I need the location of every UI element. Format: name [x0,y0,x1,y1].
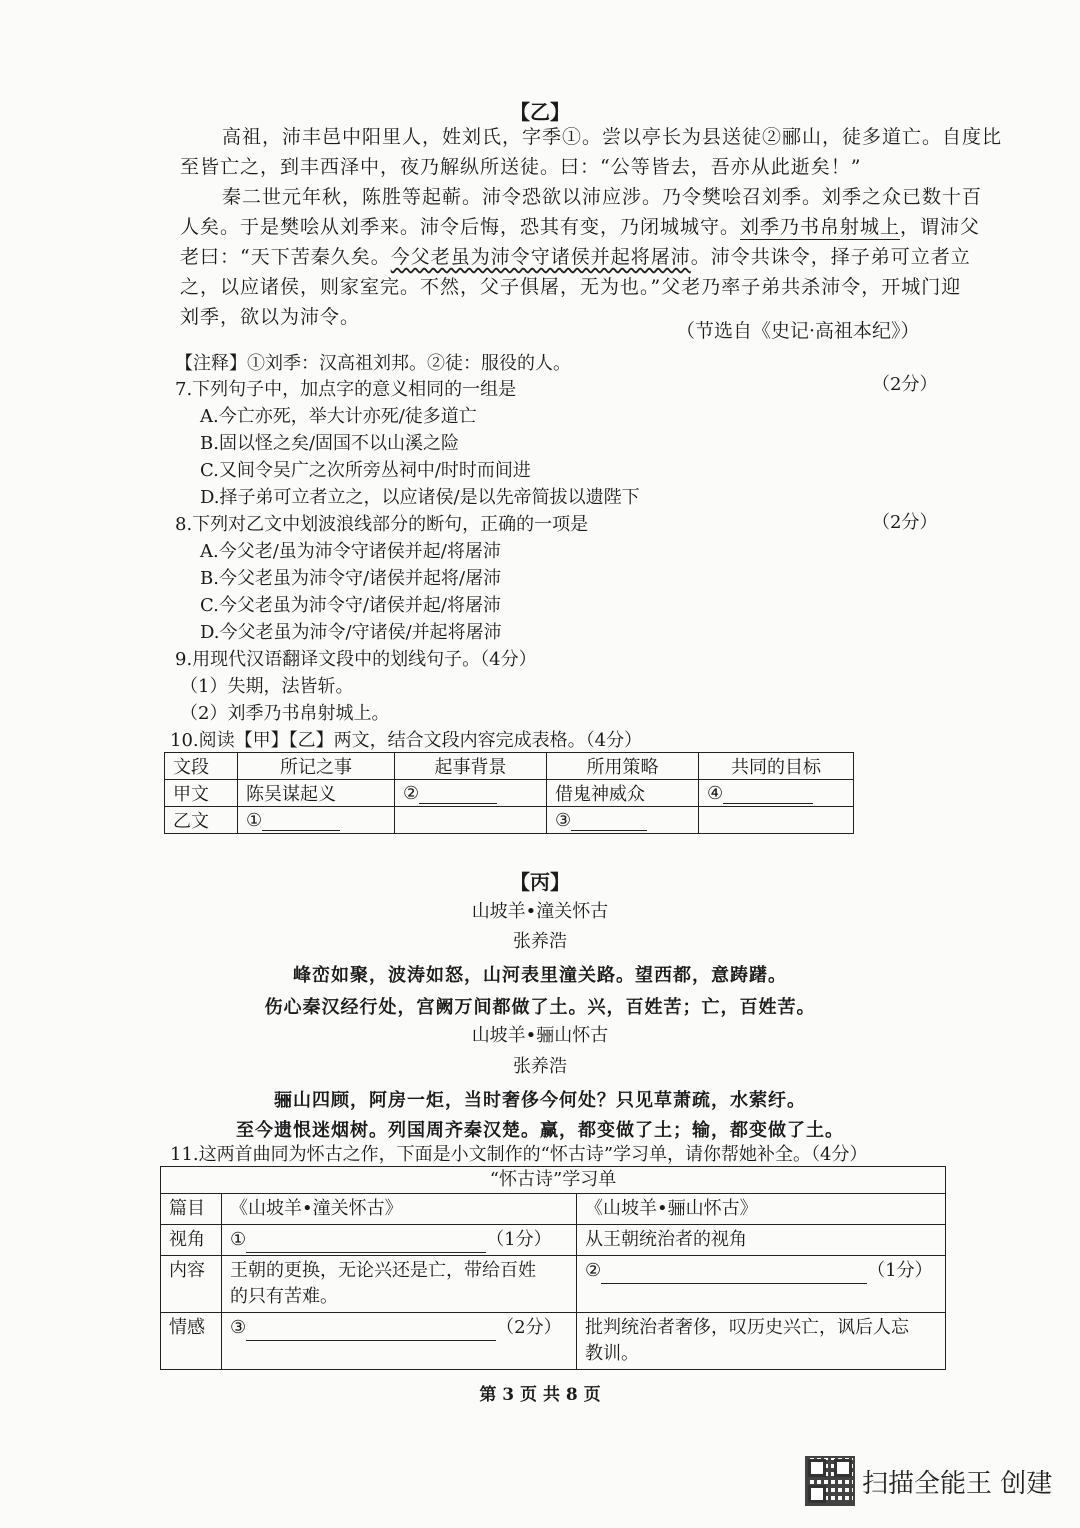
q8-option-c: C.今父老虽为沛令守/诸侯并起/将屠沛 [200,595,501,616]
q8-option-d: D.今父老虽为沛令/守诸侯/并起将屠沛 [200,622,502,643]
q11-row-title [161,1194,946,1225]
poem1-line2: 伤心秦汉经行处，宫阙万间都做了土。兴，百姓苦；亡，百姓苦。 [264,997,816,1018]
wavy-underlined-sentence: 今父老虽为沛令守诸侯并起将屠沛 [390,246,691,268]
poem1-author: 张养浩 [513,931,567,952]
poem2-line2: 至今遗恨迷烟树。列国周齐秦汉楚。赢，都变做了土；输，都变做了土。 [236,1120,844,1141]
q11-table [160,1166,946,1370]
q10-header-row [165,753,854,780]
q11-cell: 情感 [161,1313,222,1370]
q8-stem: 8.下列对乙文中划波浪线部分的断句，正确的一项是 [175,514,589,535]
q11-cell: 批判统治者奢侈，叹历史兴亡，讽后人忘 教训。 [577,1313,946,1370]
q7-option-d: D.择子弟可立者立之，以应诸侯/是以先帝简拔以遗陛下 [200,487,640,508]
q8-option-a: A.今父老/虽为沛令守诸侯并起/将屠沛 [200,541,501,562]
q10-cell: 借鬼神威众 [547,780,699,807]
annotation-note: 【注释】①刘季：汉高祖刘邦。②徒：服役的人。 [175,353,571,374]
q7-option-b: B.固以怪之矣/固国不以山溪之险 [200,433,460,454]
q11-cell: 视角 [161,1225,222,1256]
yi-p2-line2: 人矣。于是樊哙从刘季来。沛令后悔，恐其有变，乃闭城城守。刘季乃书帛射城上，谓沛父 [180,216,981,238]
q10-cell: 陈吴谋起义 [238,780,395,807]
q7-option-a: A.今亡亦死，举大计亦死/徒多道亡 [200,406,477,427]
q10-row-yi [165,807,854,834]
q11-table-title: “怀古诗”学习单 [161,1167,946,1194]
q11-cell: 王朝的更换，无论兴还是亡，带给百姓 的只有苦难。 [222,1256,577,1313]
yi-p2-line3: 老曰：“天下苦秦久矣。今父老虽为沛令守诸侯并起将屠沛。沛令共诛令，择子弟可立者立 [180,246,971,268]
q11-blank-cell[interactable]: ③ （2分） [222,1313,577,1370]
q10-stem: 10.阅读【甲】【乙】两文，结合文段内容完成表格。（4分） [170,730,643,751]
poem1-line1: 峰峦如聚，波涛如怒，山河表里潼关路。望西都，意踌躇。 [293,965,787,986]
yi-p2-line4: 之，以应诸侯，则家室完。不然，父子俱屠，无为也。”父老乃率子弟共杀沛令，开城门迎 [180,276,962,298]
q11-blank-cell[interactable]: ① （1分） [222,1225,577,1256]
poem2-author: 张养浩 [513,1056,567,1077]
scanner-watermark: 扫描全能王 创建 [862,1469,1053,1499]
q10-blank-cell[interactable]: ③ [547,807,699,834]
q11-cell: 《山坡羊•潼关怀古》 [222,1194,577,1225]
yi-p2-line5: 刘季，欲以为沛令。 [180,306,361,328]
q9-item-2: （2）刘季乃书帛射城上。 [180,703,390,724]
q11-cell: 内容 [161,1256,222,1313]
q11-blank-cell[interactable]: ② （1分） [577,1256,946,1313]
q11-row-emotion [161,1313,946,1370]
q11-stem: 11.这两首曲同为怀古之作，下面是小文制作的“怀古诗”学习单，请你帮她补全。（4分） [170,1144,868,1165]
underlined-sentence: 刘季乃书帛射城上 [740,216,901,238]
q8-score: （2分） [872,512,938,533]
q11-row-view [161,1225,946,1256]
yi-p1-line2: 至皆亡之，到丰西泽中，夜乃解纵所送徒。曰：“公等皆去，吾亦从此逝矣！” [180,156,862,178]
q10-header-cell: 所记之事 [238,753,395,780]
q10-table [164,752,854,834]
q11-cell: 《山坡羊•骊山怀古》 [577,1194,946,1225]
q11-row-content [161,1256,946,1313]
poem2-title: 山坡羊•骊山怀古 [471,1025,609,1046]
q11-cell: 篇目 [161,1194,222,1225]
q9-item-1: （1）失期，法皆斩。 [180,676,354,697]
q10-cell [699,807,854,834]
qr-code-icon [805,1456,855,1506]
yi-p2-line1: 秦二世元年秋，陈胜等起蕲。沛令恐欲以沛应涉。乃令樊哙召刘季。刘季之众已数十百 [222,186,983,208]
q9-stem: 9.用现代汉语翻译文段中的划线句子。（4分） [175,649,537,670]
q10-blank-cell[interactable]: ② [395,780,547,807]
q10-cell: 甲文 [165,780,238,807]
q10-header-cell: 所用策略 [547,753,699,780]
bing-heading: 【丙】 [510,870,570,894]
q10-row-jia [165,780,854,807]
q10-cell: 乙文 [165,807,238,834]
q10-blank-cell[interactable]: ① [238,807,395,834]
q10-cell [395,807,547,834]
poem2-line1: 骊山四顾，阿房一炬，当时奢侈今何处？只见草萧疏，水萦纡。 [274,1090,806,1111]
yi-heading: 【乙】 [510,100,570,124]
q10-header-cell: 共同的目标 [699,753,854,780]
yi-p1-line1: 高祖，沛丰邑中阳里人，姓刘氏，字季①。尝以亭长为县送徒②郦山，徒多道亡。自度比 [222,126,1003,148]
q7-stem: 7.下列句子中，加点字的意义相同的一组是 [175,379,517,400]
q11-cell: 从王朝统治者的视角 [577,1225,946,1256]
q7-score: （2分） [872,374,938,395]
page-footer: 第 3 页 共 8 页 [479,1385,601,1405]
q7-option-c: C.又间令吴广之次所旁丛祠中/时时而间进 [200,460,531,481]
q10-header-cell: 文段 [165,753,238,780]
q10-blank-cell[interactable]: ④ [699,780,854,807]
q8-option-b: B.今父老虽为沛令守/诸侯并起将/屠沛 [200,568,502,589]
q10-header-cell: 起事背景 [395,753,547,780]
poem1-title: 山坡羊•潼关怀古 [471,901,609,922]
yi-source: （节选自《史记·高祖本纪》） [676,320,920,342]
